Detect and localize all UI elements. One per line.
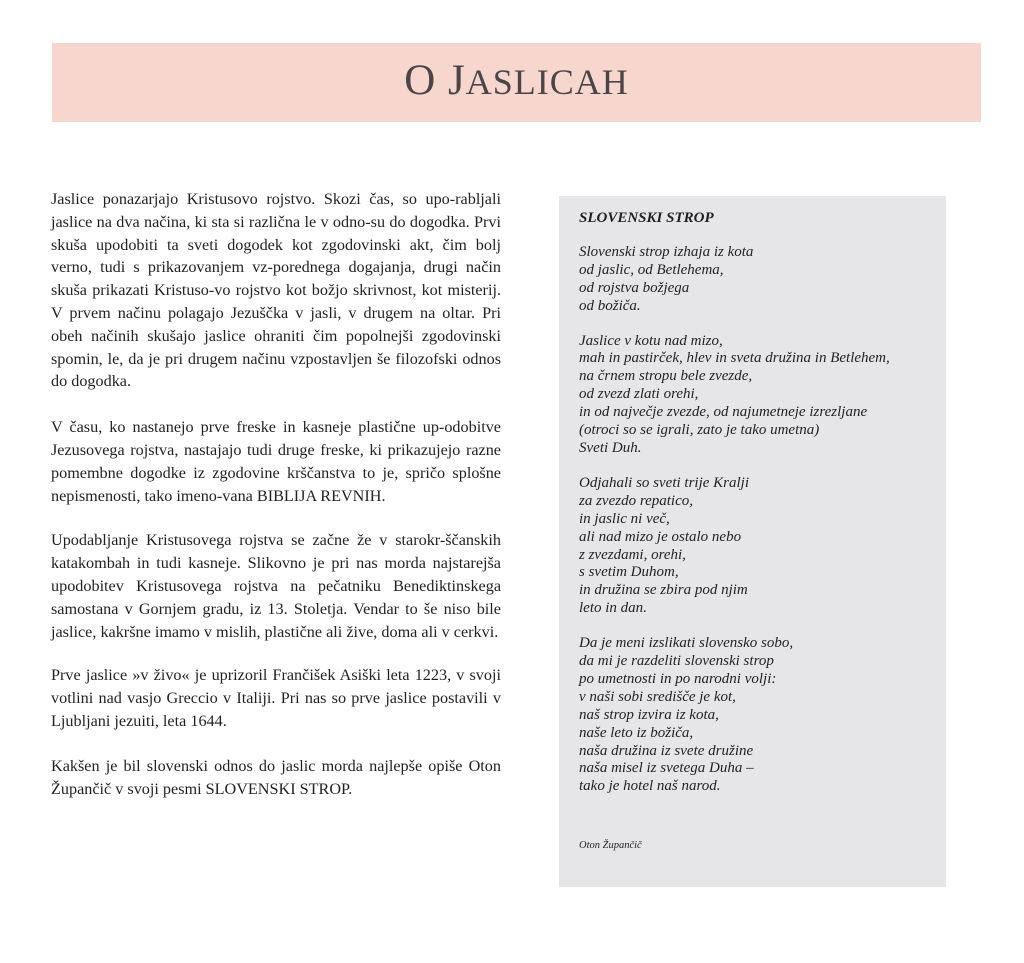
poem-line: in od največje zvezde, od najumetneje izrezljane (579, 404, 868, 421)
poem-line: mah in pastirček, hlev in sveta družina in Betlehem, (579, 350, 890, 367)
page-title (404, 56, 629, 105)
poem-line: Odjahali so sveti trije Kralji (579, 474, 750, 491)
poem-line: Sveti Duh. (579, 439, 642, 456)
poem-line: Slovenski strop izhaja iz kota (579, 243, 754, 260)
article-paragraph: Upodabljanje Kristusovega rojstva se začne že v starokr-ščanskih katakombah in tudi kasneje. Slikovno je pri nas morda najstarejša upodobitev Kristusovega rojstva na pečatniku Benediktinskega samostana v Gornjem gradu, iz 13. Stoletja. Vendar to še niso bile jaslice, kakršne imamo v mislih, plastične ali žive, doma ali v cerkvi. (51, 531, 501, 641)
poem-line: da mi je razdeliti slovenski strop (579, 653, 774, 670)
poem-stanza (579, 244, 941, 316)
poem-line: Da je meni izslikati slovensko sobo, (579, 635, 794, 652)
poem-line: in družina se zbira pod njim (579, 582, 748, 599)
page-title-initials: O J (404, 57, 466, 104)
poem-stanza (579, 333, 941, 458)
poem-line: naš strop izvira iz kota, (579, 706, 719, 723)
poem-line: z zvezdami, orehi, (579, 546, 686, 563)
poem-line: od jaslic, od Betlehema, (579, 261, 724, 278)
title-band (52, 43, 981, 122)
poem-line: naša družina iz svete družine (579, 742, 754, 759)
poem-line: Jaslice v kotu nad mizo, (579, 332, 723, 349)
poem-stanza (579, 635, 941, 796)
poem-line: v naši sobi središče je kot, (579, 688, 736, 705)
poem-line: s svetim Duhom, (579, 564, 679, 581)
article-paragraph: V času, ko nastanejo prve freske in kasneje plastične up-odobitve Jezusovega rojstva, nastajajo tudi druge freske, ki prikazujejo razne pomembne dogodke iz zgodovine krščanstva to je, spričo splošne nepismenosti, tako imeno-vana BIBLIJA REVNIH. (51, 418, 501, 505)
poem-line: tako je hotel naš narod. (579, 778, 721, 795)
poem-line: od rojstva božjega (579, 279, 690, 296)
article-paragraph: Jaslice ponazarjajo Kristusovo rojstvo. Skozi čas, so upo-rabljali jaslice na dva načina, ki sta si različna le v odno-su do dogodka. Prvi skuša upodobiti ta sveti dogodek kot zgodovinski akt, čim bolj verno, tudi s prikazovanjem vz-porednega dogajanja, drugi način skuša prikazati Kristuso-vo rojstvo kot božjo skrivnost, kot misterij. V prvem načinu polagajo Jezuščka v jasli, v drugem na oltar. Pri obeh načinih skušajo jaslice ohraniti čim popolnejši zgodovinski spomin, le, da je pri drugem načinu vzpostavljen še filozofski odnos do dogodka. (51, 190, 501, 391)
poem-line: na črnem stropu bele zvezde, (579, 368, 753, 385)
poem-line: za zvezdo repatico, (579, 492, 694, 509)
poem-stanza (579, 475, 941, 618)
poem-line: ali nad mizo je ostalo nebo (579, 528, 742, 545)
poem-line: leto in dan. (579, 600, 647, 617)
poem (579, 210, 941, 813)
article-paragraph: Kakšen je bil slovenski odnos do jaslic morda najlepše opiše Oton Župančič v svoji pesmi SLOVENSKI STROP. (51, 756, 501, 798)
page-title-rest: ASLICAH (465, 62, 629, 102)
poem-line: (otroci so se igrali, zato je tako umetna) (579, 422, 820, 439)
poem-author: Oton Župančič (579, 840, 642, 851)
article-paragraph: Prve jaslice »v živo« je uprizoril Frančišek Asiški leta 1223, v svoji votlini nad vasjo Greccio v Italiji. Pri nas so prve jaslice postavili v Ljubljani jezuiti, leta 1644. (51, 666, 501, 730)
poem-title: SLOVENSKI STROP (579, 210, 714, 226)
poem-line: od božiča. (579, 297, 641, 314)
poem-line: po umetnosti in po narodni volji: (579, 670, 777, 687)
poem-box (559, 196, 946, 887)
poem-line: naše leto iz božiča, (579, 724, 694, 741)
poem-line: in jaslic ni več, (579, 510, 670, 527)
article-body (51, 188, 501, 823)
poem-line: naša misel iz svetega Duha – (579, 760, 754, 777)
poem-line: od zvezd zlati orehi, (579, 386, 699, 403)
